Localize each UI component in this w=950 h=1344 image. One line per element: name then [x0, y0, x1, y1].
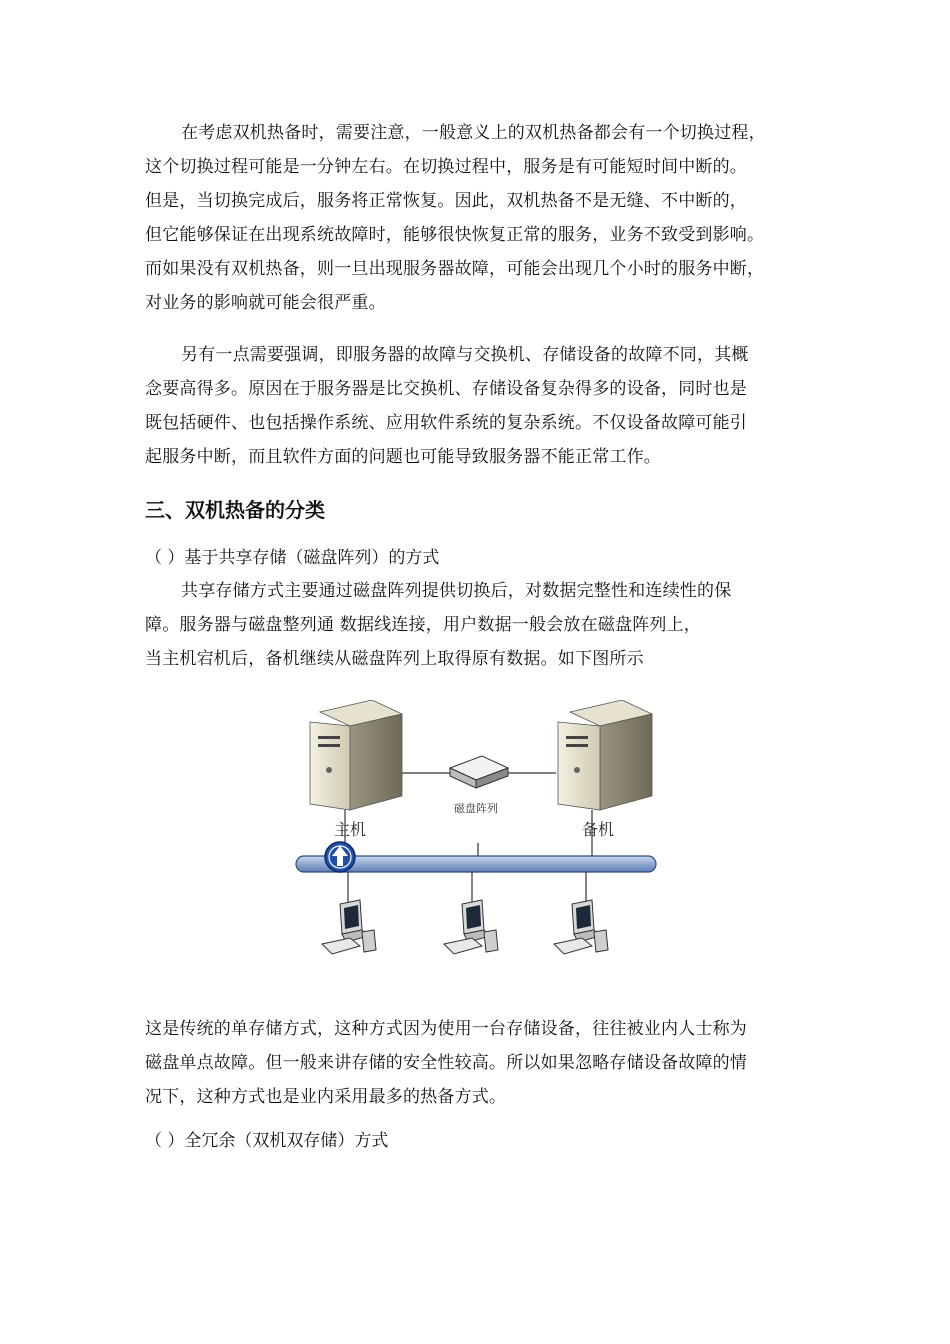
text-line: 念要高得多。原因在于服务器是比交换机、存储设备复杂得多的设备，同时也是 — [145, 379, 747, 399]
disk-array-icon — [450, 756, 508, 788]
paragraph-server-fault — [145, 338, 805, 474]
shared-storage-diagram — [290, 700, 670, 970]
backup-server-icon — [558, 700, 652, 810]
workstation-icon — [444, 900, 498, 954]
text-line: 但是，当切换完成后，服务将正常恢复。因此，双机热备不是无缝、不中断的， — [145, 191, 747, 211]
text-line: 当主机宕机后，备机继续从磁盘阵列上取得原有数据。如下图所示 — [145, 649, 644, 669]
paragraph-shared-storage — [145, 574, 805, 676]
text-line: 起服务中断，而且软件方面的问题也可能导致服务器不能正常工作。 — [145, 447, 661, 467]
workstation-icon — [322, 900, 376, 954]
text-line: 共享存储方式主要通过磁盘阵列提供切换后，对数据完整性和连续性的保 — [181, 581, 732, 601]
subsection-full-redundancy: （ ）全冗余（双机双存储）方式 — [145, 1131, 389, 1151]
disk-array-label: 磁盘阵列 — [454, 802, 498, 815]
text-line: 况下，这种方式也是业内采用最多的热备方式。 — [145, 1087, 507, 1107]
primary-server-icon — [310, 700, 402, 810]
text-line: 这个切换过程可能是一分钟左右。在切换过程中，服务是有可能短时间中断的。 — [145, 157, 747, 177]
up-arrow-icon — [325, 842, 355, 872]
text-line: 既包括硬件、也包括操作系统、应用软件系统的复杂系统。不仅设备故障可能引 — [145, 413, 747, 433]
backup-label: 备机 — [582, 820, 615, 839]
text-line: 障。服务器与磁盘整列通 数据线连接，用户数据一般会放在磁盘阵列上， — [145, 615, 702, 635]
section-heading: 三、双机热备的分类 — [145, 498, 325, 522]
text-line: 另有一点需要强调，即服务器的故障与交换机、存储设备的故障不同，其概 — [181, 345, 749, 365]
text-line: 但它能够保证在出现系统故障时，能够很快恢复正常的服务，业务不致受到影响。 — [145, 225, 765, 245]
subsection-shared-storage: （ ）基于共享存储（磁盘阵列）的方式 — [145, 548, 440, 568]
text-line: 这是传统的单存储方式，这种方式因为使用一台存储设备，往往被业内人士称为 — [145, 1019, 747, 1039]
text-line: 对业务的影响就可能会很严重。 — [145, 293, 386, 313]
primary-label: 主机 — [334, 820, 367, 839]
text-line: 磁盘单点故障。但一般来讲存储的安全性较高。所以如果忽略存储设备故障的情 — [145, 1053, 747, 1073]
paragraph-single-storage — [145, 1012, 805, 1114]
paragraph-hot-standby-switch — [145, 116, 805, 320]
workstation-icon — [554, 900, 608, 954]
text-line: 而如果没有双机热备，则一旦出现服务器故障，可能会出现几个小时的服务中断， — [145, 259, 765, 279]
text-line: 在考虑双机热备时，需要注意，一般意义上的双机热备都会有一个切换过程， — [181, 123, 766, 143]
